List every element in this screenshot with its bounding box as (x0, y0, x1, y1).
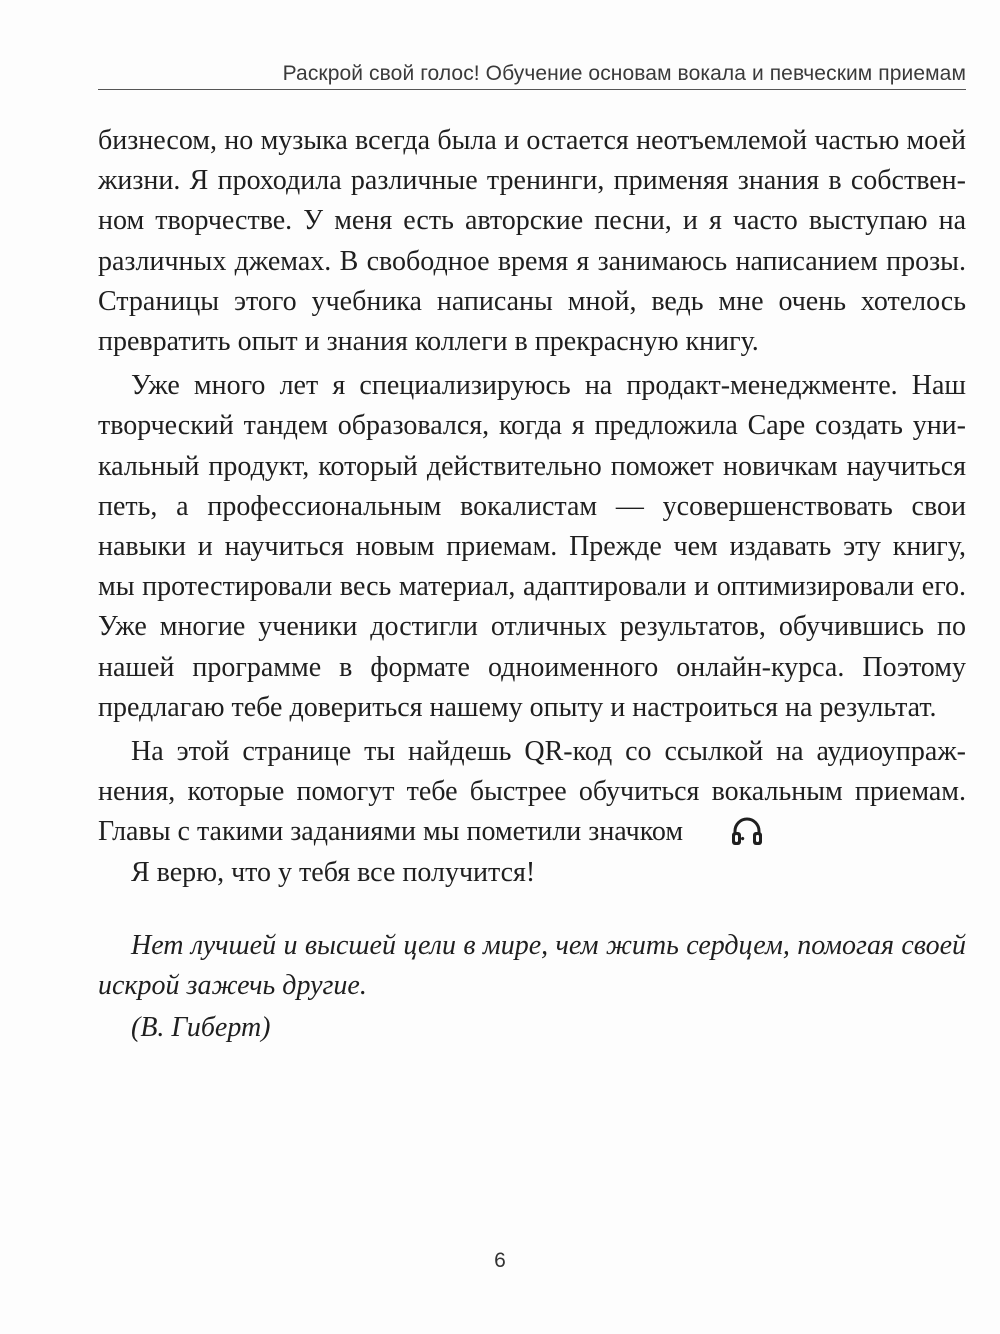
running-header: Раскрой свой голос! Обучение основам вокала и певческим приемам (282, 62, 966, 85)
page-number: 6 (494, 1249, 506, 1272)
quote-author: (В. Гиберт) (131, 1012, 271, 1044)
quote-text: Нет лучшей и высшей цели в мире, чем жить сердцем, помогая своей искрой зажечь другие. (98, 930, 966, 1002)
paragraph-2: Уже много лет я специализируюсь на продакт-менеджменте. Наш творческий тандем образовался, когда я предложила Саре создать уникальный продукт, который действительно поможет новичкам научиться петь, а профессиональным вокалистам — усовершенствовать свои навыки и научиться новым приемам. Прежде чем издавать эту книгу, мы протестировали весь материал, адаптировали и оптимизировали его. Уже многие ученики достигли отличных результатов, обучившись по нашей программе в формате одноименного онлайн-курса. Поэтому предлагаю тебе довериться нашему опыту и настроиться на результат. (98, 370, 966, 723)
epigraph-quote (98, 926, 966, 1049)
headphones-icon (697, 816, 731, 846)
header-divider (98, 89, 966, 90)
paragraph-3 (98, 732, 966, 853)
paragraph-3-period: . (739, 816, 747, 848)
paragraph-3-text: На этой странице ты найдешь QR-код со ссылкой на аудиоупражнения, которые помогут тебе быстрее обучиться вокальным приемам. Главы с такими заданиями мы пометили значком (98, 736, 966, 848)
paragraph-4: Я верю, что у тебя все получится! (131, 856, 536, 888)
body-text (98, 121, 966, 893)
paragraph-1: бизнесом, но музыка всегда была и остается неотъемлемой частью моей жизни. Я проходила различные тренинги, применяя знания в собственном творчестве. У меня есть авторские песни, и я часто выступаю на различных джемах. В свободное время я занимаюсь написанием прозы. Страницы этого учебника написаны мной, ведь мне очень хотелось превратить опыт и знания коллеги в прекрасную книгу. (98, 125, 966, 358)
